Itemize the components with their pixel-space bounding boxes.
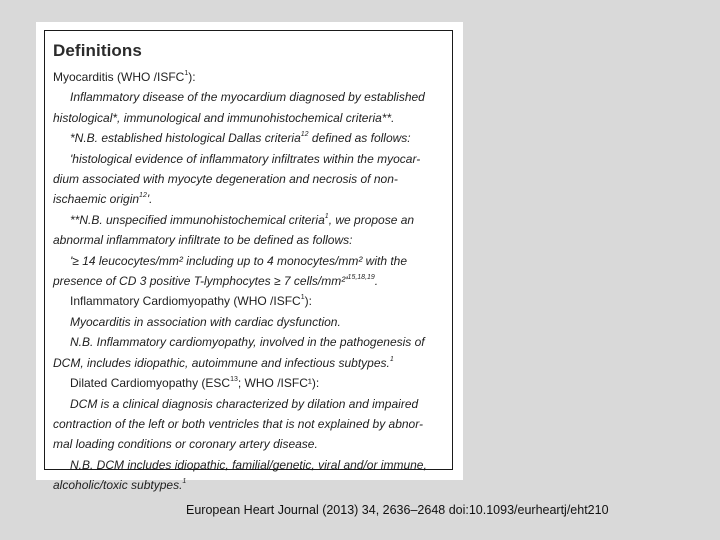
line-text-after: ; WHO /ISFC¹): [237,376,320,391]
definition-line [53,353,446,373]
definition-line [53,332,446,352]
line-text-after: '. [146,192,153,207]
definition-line [53,455,446,475]
definition-line [53,251,446,271]
line-text-after: ): [188,70,196,84]
box-title: Definitions [53,41,142,60]
definition-line [53,149,446,169]
definition-line [53,475,446,495]
line-text: DCM is a clinical diagnosis characterized by dilation and impaired [70,396,419,411]
line-text: alcoholic/toxic subtypes. [53,478,183,493]
line-text: Inflammatory disease of the myocardium diagnosed by established [70,90,425,105]
line-text: contraction of the left or both ventricles that is not explained by abnor- [53,416,423,431]
definition-line [53,394,446,414]
line-text: histological*, immunological and immunohistochemical criteria**. [53,110,395,125]
reference-superscript: 1 [300,294,305,302]
line-text: '≥ 14 leucocytes/mm² including up to 4 monocytes/mm² with the [70,253,408,268]
line-text: 'histological evidence of inflammatory infiltrates within the myocar- [70,151,421,166]
line-text: Dilated Cardiomyopathy (ESC [70,376,231,391]
line-text: N.B. Inflammatory cardiomyopathy, involved in the pathogenesis of [70,335,425,350]
line-text: *N.B. established histological Dallas criteria [70,131,301,146]
definition-line [53,271,446,291]
definition-line [53,291,446,311]
definition-line [53,108,446,128]
line-text: N.B. DCM includes idiopathic, familial/genetic, viral and/or immune, [70,457,427,472]
citation-caption: European Heart Journal (2013) 34, 2636–2648 doi:10.1093/eurheartj/eht210 [186,503,609,517]
line-text: Myocarditis (WHO /ISFC [53,70,185,84]
line-text: Inflammatory Cardiomyopathy (WHO /ISFC [70,294,301,309]
line-text: ischaemic origin [53,192,140,207]
reference-superscript: 12 [139,192,147,200]
line-text-after: defined as follows: [308,131,411,146]
definition-line [53,189,446,209]
line-text: dium associated with myocyte degeneration and necrosis of non- [53,172,398,187]
line-text: **N.B. unspecified immunohistochemical criteria [70,212,325,227]
reference-superscript: 1 [184,70,189,77]
definition-text [53,67,446,496]
line-text-after: , we propose an [328,212,415,227]
reference-superscript: 13 [230,376,238,384]
definition-line [53,434,446,454]
line-text-after: . [374,274,379,289]
line-text: abnormal inflammatory infiltrate to be defined as follows: [53,233,353,248]
definition-line [53,373,446,393]
figure-panel [36,22,463,493]
definitions-box [44,30,453,493]
line-text: mal loading conditions or coronary artery disease. [53,437,318,452]
definition-line [53,312,446,332]
line-text: Myocarditis in association with cardiac dysfunction. [70,314,341,329]
line-text: DCM, includes idiopathic, autoimmune and infectious subtypes. [53,355,390,370]
reference-superscript: 12 [300,131,309,139]
definition-line [53,169,446,189]
reference-superscript: 1 [389,355,394,363]
definition-line [53,87,446,107]
line-text: presence of CD 3 positive T-lymphocytes ≥ 7 cells/mm²' [53,274,348,289]
definition-line [53,210,446,230]
reference-superscript: 15,18,19 [347,274,375,282]
line-text-after: ): [304,294,312,309]
definition-line [53,230,446,250]
definition-line [53,67,446,87]
definition-line [53,414,446,434]
reference-superscript: 1 [324,212,329,220]
reference-superscript: 1 [182,478,187,486]
definition-line [53,128,446,148]
